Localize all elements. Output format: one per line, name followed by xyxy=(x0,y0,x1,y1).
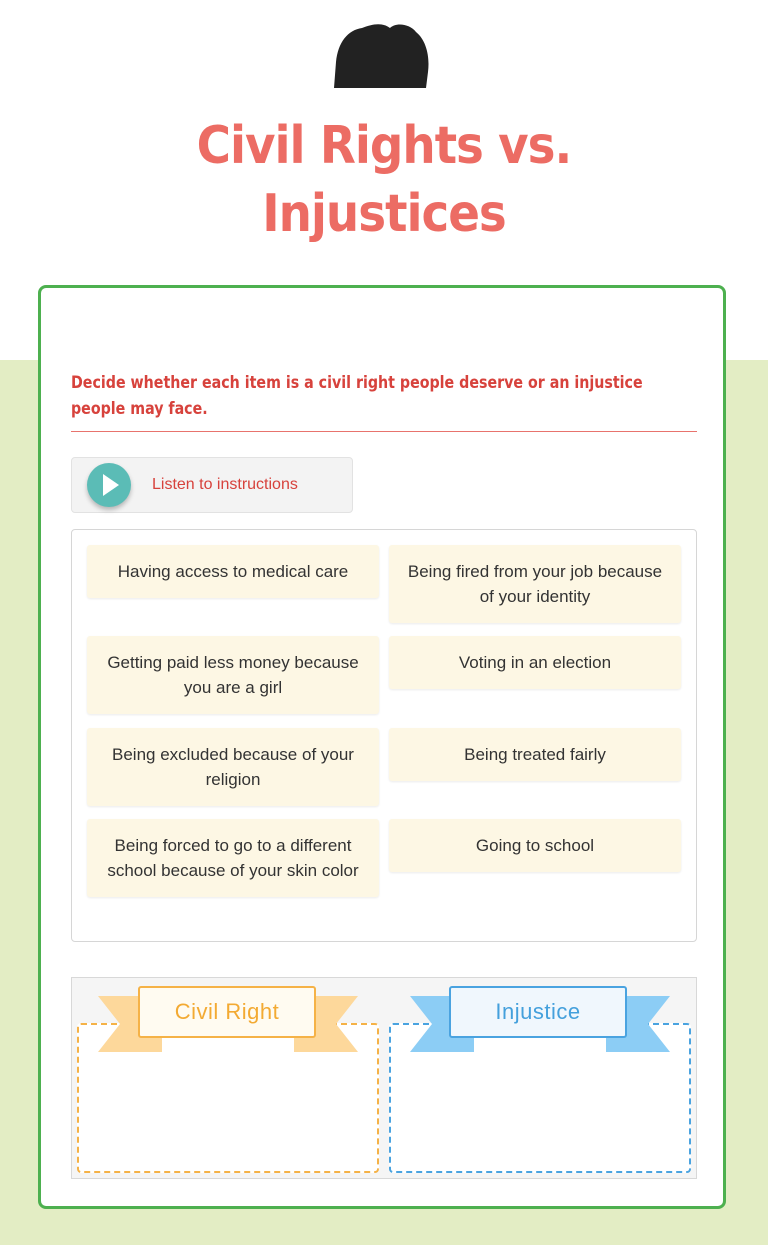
draggable-item[interactable]: Being forced to go to a different school because of your skin color xyxy=(87,819,379,897)
injustice-label: Injustice xyxy=(449,986,627,1038)
play-icon[interactable] xyxy=(87,463,131,507)
items-bank xyxy=(71,529,697,942)
draggable-item[interactable]: Having access to medical care xyxy=(87,545,379,598)
sorting-area xyxy=(71,977,697,1179)
title-line-2: Injustices xyxy=(262,184,506,244)
listen-instructions-button[interactable] xyxy=(71,457,353,513)
draggable-item[interactable]: Being excluded because of your religion xyxy=(87,728,379,806)
draggable-item[interactable]: Being fired from your job because of your identity xyxy=(389,545,681,623)
instructions-text: Decide whether each item is a civil right people deserve or an injustice people may face. xyxy=(71,373,643,419)
page-title xyxy=(0,112,768,248)
draggable-item[interactable]: Getting paid less money because you are a girl xyxy=(87,636,379,714)
civil-right-label: Civil Right xyxy=(138,986,316,1038)
draggable-item[interactable]: Going to school xyxy=(389,819,681,872)
draggable-item[interactable]: Being treated fairly xyxy=(389,728,681,781)
title-line-1: Civil Rights vs. xyxy=(196,116,572,176)
instructions-divider xyxy=(71,431,697,432)
worksheet-card xyxy=(38,285,726,1209)
logo-image xyxy=(330,22,430,90)
listen-label: Listen to instructions xyxy=(152,476,298,493)
draggable-item[interactable]: Voting in an election xyxy=(389,636,681,689)
